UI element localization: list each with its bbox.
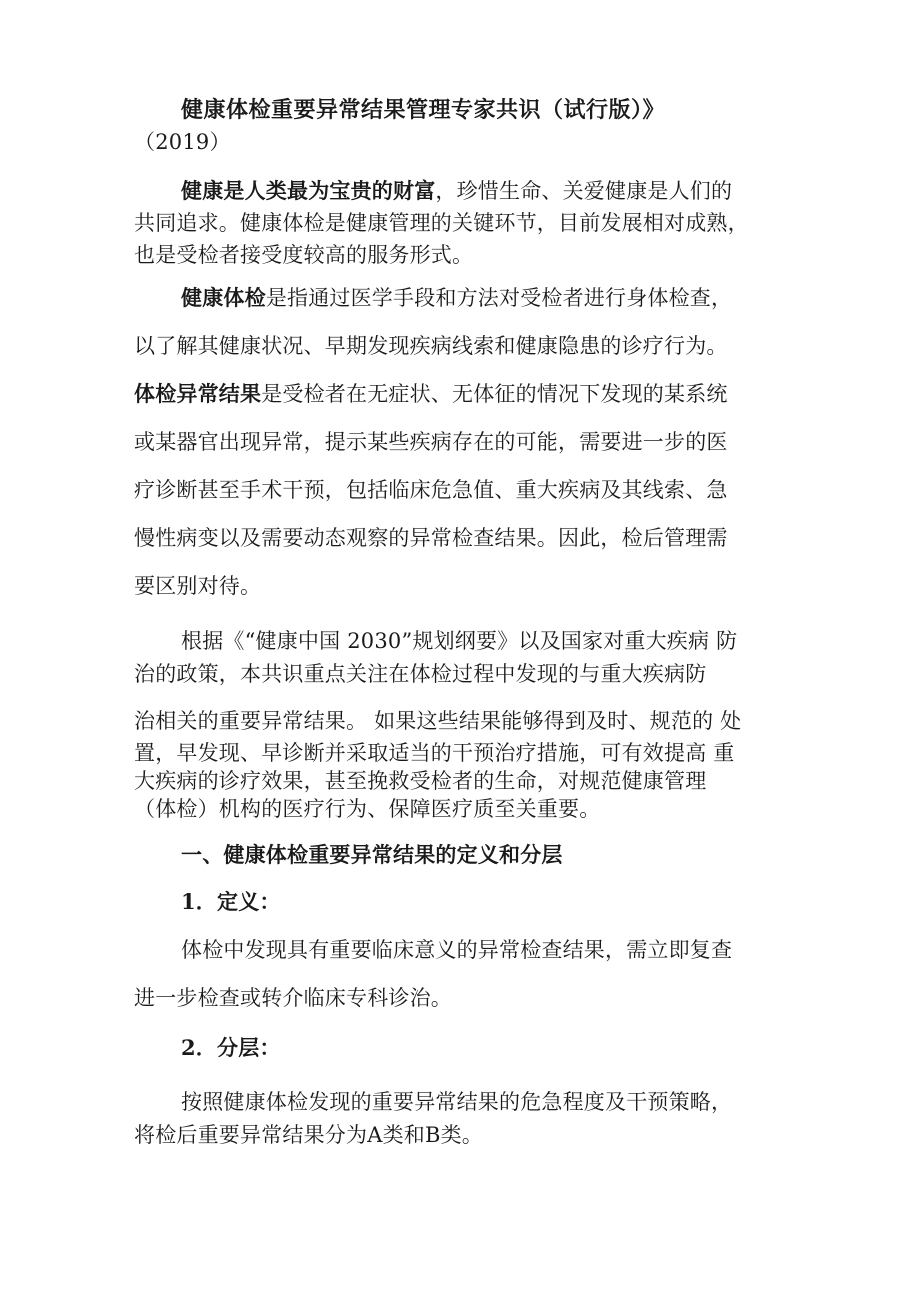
p4-line-4: 置，早发现、早诊断并采取适当的干预治疗措施，可有效提高 重 [134, 741, 735, 765]
p3-line-4: 慢性病变以及需要动态观察的异常检查结果。因此，检后管理需 [134, 526, 728, 550]
p3-line-1 [134, 379, 728, 409]
document-title: 健康体检重要异常结果管理专家共识（试行版）》 [181, 97, 666, 123]
p1-line-3: 也是受检者接受度较高的服务形式。 [134, 243, 474, 267]
p4-line-5: 大疾病的诊疗效果，甚至挽救受检者的生命，对规范健康管理 [134, 769, 707, 793]
p3-line-3: 疗诊断甚至手术干预，包括临床危急值、重大疾病及其线索、急 [134, 478, 728, 502]
tier-line-2: 将检后重要异常结果分为A类和B类。 [134, 1123, 483, 1147]
p3-line-1-rest: 是受检者在无症状、无体征的情况下发现的某系统 [261, 382, 728, 406]
definition-line-2: 进一步检查或转介临床专科诊治。 [134, 986, 452, 1010]
p1-bold-phrase: 健康是人类最为宝贵的财富 [181, 178, 436, 203]
p1-line-1 [181, 176, 732, 206]
p3-bold-phrase: 体检异常结果 [134, 381, 262, 406]
definition-heading: 1．定义： [181, 889, 281, 914]
p3-line-2: 或某器官出现异常，提示某些疾病存在的可能，需要进一步的医 [134, 430, 728, 454]
p4-line-2: 治的政策，本共识重点关注在体检过程中发现的与重大疾病防 [134, 662, 707, 686]
p2-line-1-rest: 是指通过医学手段和方法对受检者进行身体检查， [265, 286, 733, 310]
p3-line-5: 要区别对待。 [134, 574, 262, 598]
p2-line-2: 以了解其健康状况、早期发现疾病线索和健康隐患的诊疗行为。 [134, 334, 728, 358]
p4-line-3: 治相关的重要异常结果。 如果这些结果能够得到及时、规范的 处 [134, 709, 742, 733]
p4-line-6: （体检）机构的医疗行为、保障医疗质至关重要。 [134, 797, 601, 821]
p4-line-1: 根据《“健康中国 2030”规划纲要》以及国家对重大疾病 防 [181, 629, 738, 653]
p2-bold-phrase: 健康体检 [181, 285, 266, 310]
p1-line-2: 共同追求。健康体检是健康管理的关键环节，目前发展相对成熟， [134, 211, 749, 235]
tier-heading: 2．分层： [181, 1035, 281, 1060]
section-1-heading: 一、健康体检重要异常结果的定义和分层 [181, 842, 563, 867]
p2-line-1 [181, 283, 732, 313]
p1-line-1-rest: ，珍惜生命、关爱健康是人们的 [435, 179, 733, 203]
document-year: （2019） [134, 130, 231, 154]
definition-line-1: 体检中发现具有重要临床意义的异常检查结果，需立即复查 [181, 938, 733, 962]
tier-line-1: 按照健康体检发现的重要异常结果的危急程度及干预策略， [181, 1090, 733, 1114]
